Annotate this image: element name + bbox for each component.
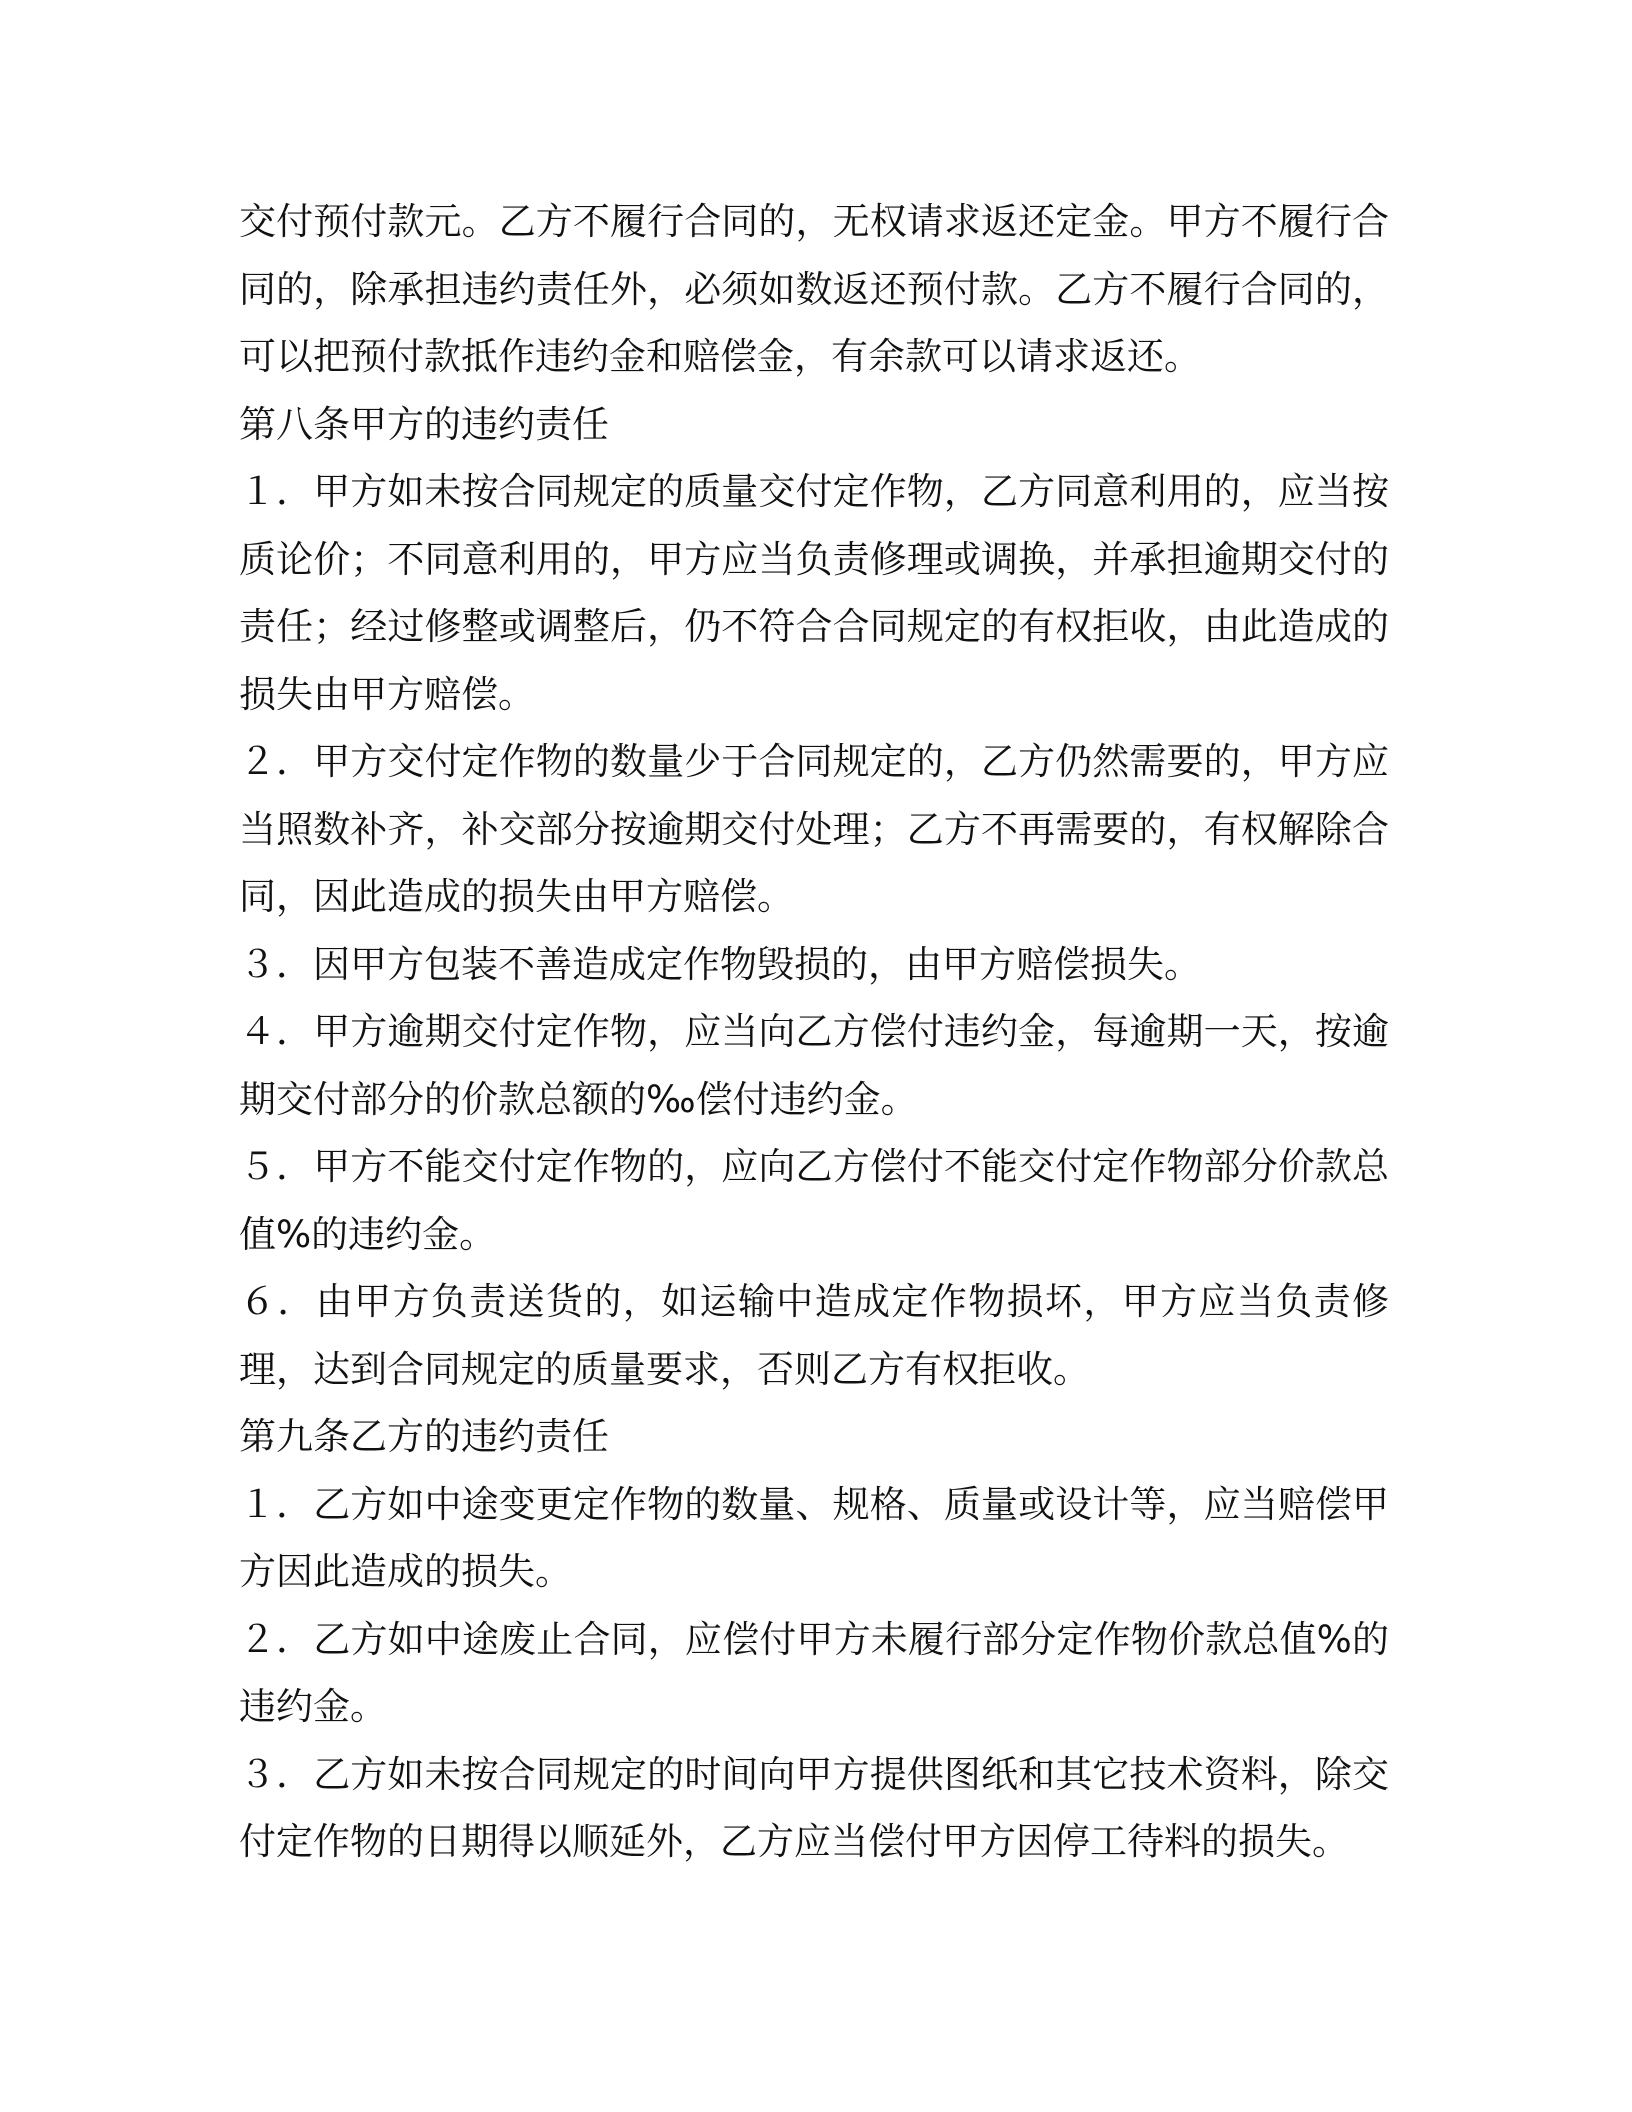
paragraph-prepayment: 交付预付款元。乙方不履行合同的，无权请求返还定金。甲方不履行合同的，除承担违约责任外，必须如数返还预付款。乙方不履行合同的，可以把预付款抵作违约金和赔偿金，有余款可以请求返还。 [239,200,1389,378]
document-body [239,188,1389,1876]
heading-article-9: 第九条乙方的违约责任 [239,1415,609,1458]
clause-9-3: ３．乙方如未按合同规定的时间向甲方提供图纸和其它技术资料，除交付定作物的日期得以顺延外，乙方应当偿付甲方因停工待料的损失。 [239,1752,1389,1863]
heading-article-8: 第八条甲方的违约责任 [239,402,609,446]
clause-8-6: ６．由甲方负责送货的，如运输中造成定作物损坏，甲方应当负责修理，达到合同规定的质量要求，否则乙方有权拒收。 [239,1280,1389,1391]
clause-8-5: ５．甲方不能交付定作物的，应向乙方偿付不能交付定作物部分价款总值%的违约金。 [239,1145,1389,1256]
clause-8-3: ３．因甲方包装不善造成定作物毁损的，由甲方赔偿损失。 [239,942,1201,986]
clause-8-1: １．甲方如未按合同规定的质量交付定作物，乙方同意利用的，应当按质论价；不同意利用的，甲方应当负责修理或调换，并承担逾期交付的责任；经过修整或调整后，仍不符合合同规定的有权拒收，由此造成的损失由甲方赔偿。 [239,470,1389,716]
clause-9-2: ２．乙方如中途废止合同，应偿付甲方未履行部分定作物价款总值%的违约金。 [239,1617,1389,1728]
clause-9-1: １．乙方如中途变更定作物的数量、规格、质量或设计等，应当赔偿甲方因此造成的损失。 [239,1482,1389,1593]
clause-8-4: ４．甲方逾期交付定作物，应当向乙方偿付违约金，每逾期一天，按逾期交付部分的价款总额的‰偿付违约金。 [239,1010,1389,1121]
clause-8-2: ２．甲方交付定作物的数量少于合同规定的，乙方仍然需要的，甲方应当照数补齐，补交部分按逾期交付处理；乙方不再需要的，有权解除合同，因此造成的损失由甲方赔偿。 [239,740,1389,918]
